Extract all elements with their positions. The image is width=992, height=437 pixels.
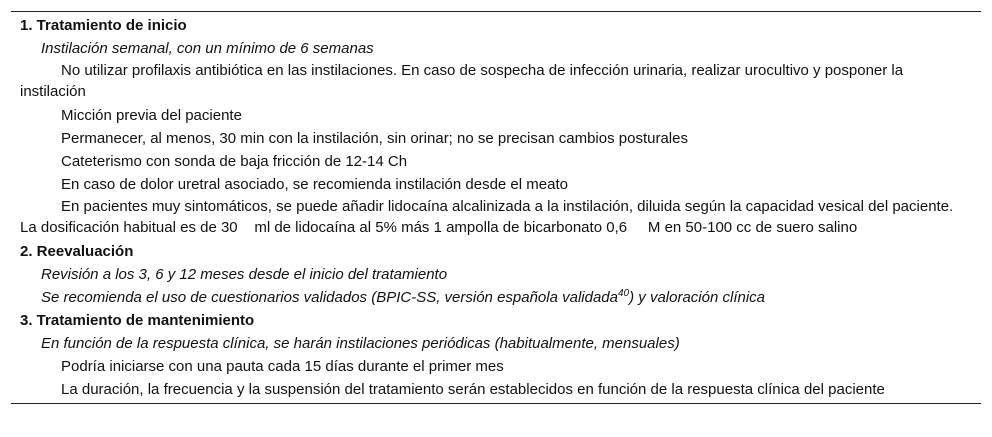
dosing-text-part-3: M en 50-100 cc de suero salino <box>647 219 858 236</box>
list-item-lidocaine-dosing <box>11 196 981 238</box>
list-item-biweekly-start: Podría iniciarse con una pauta cada 15 días durante el primer mes <box>61 358 504 375</box>
section-subtitle-periodic-instillations: En función de la respuesta clínica, se harán instilaciones periódicas (habitualmente, mensuales) <box>41 335 680 352</box>
list-item-prior-voiding: Micción previa del paciente <box>61 107 242 124</box>
section-subtitle-weekly-instillation: Instilación semanal, con un mínimo de 6 semanas <box>41 40 374 57</box>
questionnaire-text-after: ) y valoración clínica <box>629 289 766 306</box>
section-subtitle-questionnaires <box>11 286 981 309</box>
list-item-retention-time: Permanecer, al menos, 30 min con la instilación, sin orinar; no se precisan cambios posturales <box>61 130 688 147</box>
section-heading-maintenance: 3. Tratamiento de mantenimiento <box>20 312 255 329</box>
section-heading-reevaluation: 2. Reevaluación <box>20 243 134 260</box>
dosing-text-part-2: ml de lidocaína al 5% más 1 ampolla de bicarbonato 0,6 <box>254 219 628 236</box>
questionnaire-text-before: Se recomienda el uso de cuestionarios validados (BPIC-SS, versión española validada <box>41 289 618 306</box>
list-item-urethral-pain: En caso de dolor uretral asociado, se recomienda instilación desde el meato <box>61 176 568 193</box>
list-item-catheterization: Cateterismo con sonda de baja fricción de 12-14 Ch <box>61 153 408 170</box>
section-heading-initial-treatment: 1. Tratamiento de inicio <box>20 17 187 34</box>
list-item-no-antibiotic-prophylaxis: No utilizar profilaxis antibiótica en las instilaciones. En caso de sospecha de infección urinaria, realizar urocultivo y posponer la instilación <box>20 62 904 100</box>
reference-superscript: 40 <box>618 288 630 299</box>
protocol-table <box>11 11 981 404</box>
dosing-text-part-1: En pacientes muy sintomáticos, se puede añadir lidocaína alcalinizada a la instilación, diluida según la capacidad vesical del paciente. La dosificación habitual es de 30 <box>20 198 954 236</box>
list-item-duration-frequency: La duración, la frecuencia y la suspensión del tratamiento serán establecidos en función de la respuesta clínica del paciente <box>61 381 885 398</box>
section-subtitle-review-schedule: Revisión a los 3, 6 y 12 meses desde el inicio del tratamiento <box>41 266 448 283</box>
